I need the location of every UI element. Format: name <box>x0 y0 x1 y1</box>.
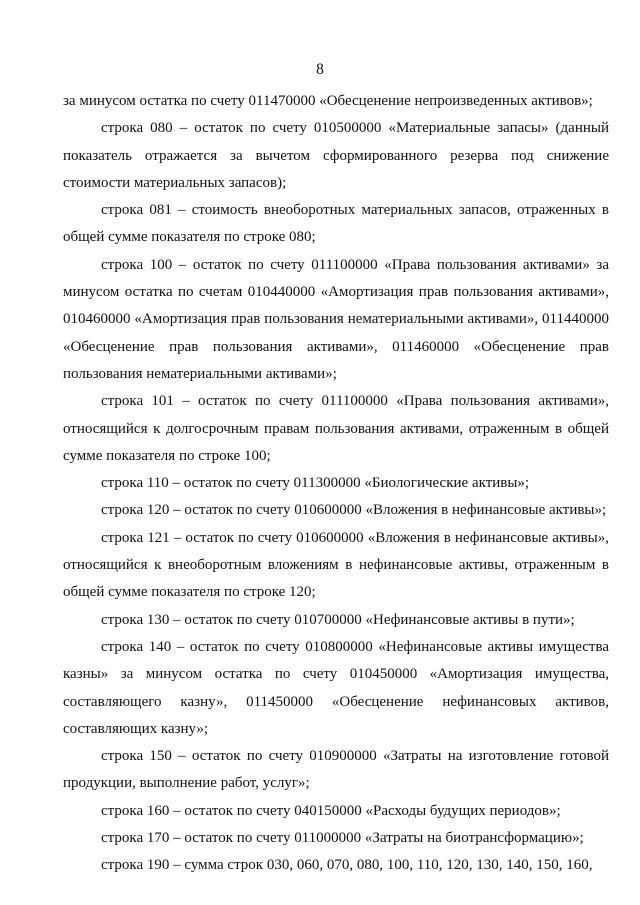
paragraph-line-081: строка 081 – стоимость внеоборотных материальных запасов, отраженных в общей сумме показателя по строке 080; <box>63 202 609 246</box>
paragraph-line-120: строка 120 – остаток по счету 010600000 «Вложения в нефинансовые активы»; <box>101 502 607 519</box>
paragraph-line-101: строка 101 – остаток по счету 011100000 «Права пользования активами», относящийся к долгосрочным правам пользования активами, отраженным в общей сумме показателя по строке 100; <box>63 393 609 464</box>
paragraph-line-170: строка 170 – остаток по счету 011000000 «Затраты на биотрансформацию»; <box>101 830 584 847</box>
paragraph-line-110: строка 110 – остаток по счету 011300000 «Биологические активы»; <box>101 475 530 492</box>
paragraph-continuation: за минусом остатка по счету 011470000 «Обесценение непроизведенных активов»; <box>63 93 593 109</box>
document-body <box>63 88 609 880</box>
page-number: 8 <box>316 61 324 78</box>
paragraph-line-080: строка 080 – остаток по счету 010500000 «Материальные запасы» (данный показатель отражается за вычетом сформированного резерва под снижение стоимости материальных запасов); <box>63 120 609 191</box>
paragraph-line-100: строка 100 – остаток по счету 011100000 «Права пользования активами» за минусом остатка по счетам 010440000 «Амортизация прав пользования активами», 010460000 «Амортизация прав пользования нематериальными активами», 011440000 «Обесценение прав пользования активами», 011460000 «Обесценение прав пользования нематериальными активами»; <box>63 256 609 382</box>
paragraph-line-140: строка 140 – остаток по счету 010800000 «Нефинансовые активы имущества казны» за минусом остатка по счету 010450000 «Амортизация имущества, составляющего казну», 011450000 «Обесценение нефинансовых активов, составляющих казну»; <box>63 638 609 737</box>
paragraph-line-121: строка 121 – остаток по счету 010600000 «Вложения в нефинансовые активы», относящийся к внеоборотным вложениям в нефинансовые активы, отраженным в общей сумме показателя по строке 120; <box>63 529 609 601</box>
paragraph-line-160: строка 160 – остаток по счету 040150000 «Расходы будущих периодов»; <box>101 802 561 819</box>
paragraph-line-190: строка 190 – сумма строк 030, 060, 070, 080, 100, 110, 120, 130, 140, 150, 160, <box>101 857 593 874</box>
paragraph-line-150: строка 150 – остаток по счету 010900000 «Затраты на изготовление готовой продукции, выполнение работ, услуг»; <box>63 748 609 792</box>
paragraph-line-130: строка 130 – остаток по счету 010700000 «Нефинансовые активы в пути»; <box>101 611 575 628</box>
